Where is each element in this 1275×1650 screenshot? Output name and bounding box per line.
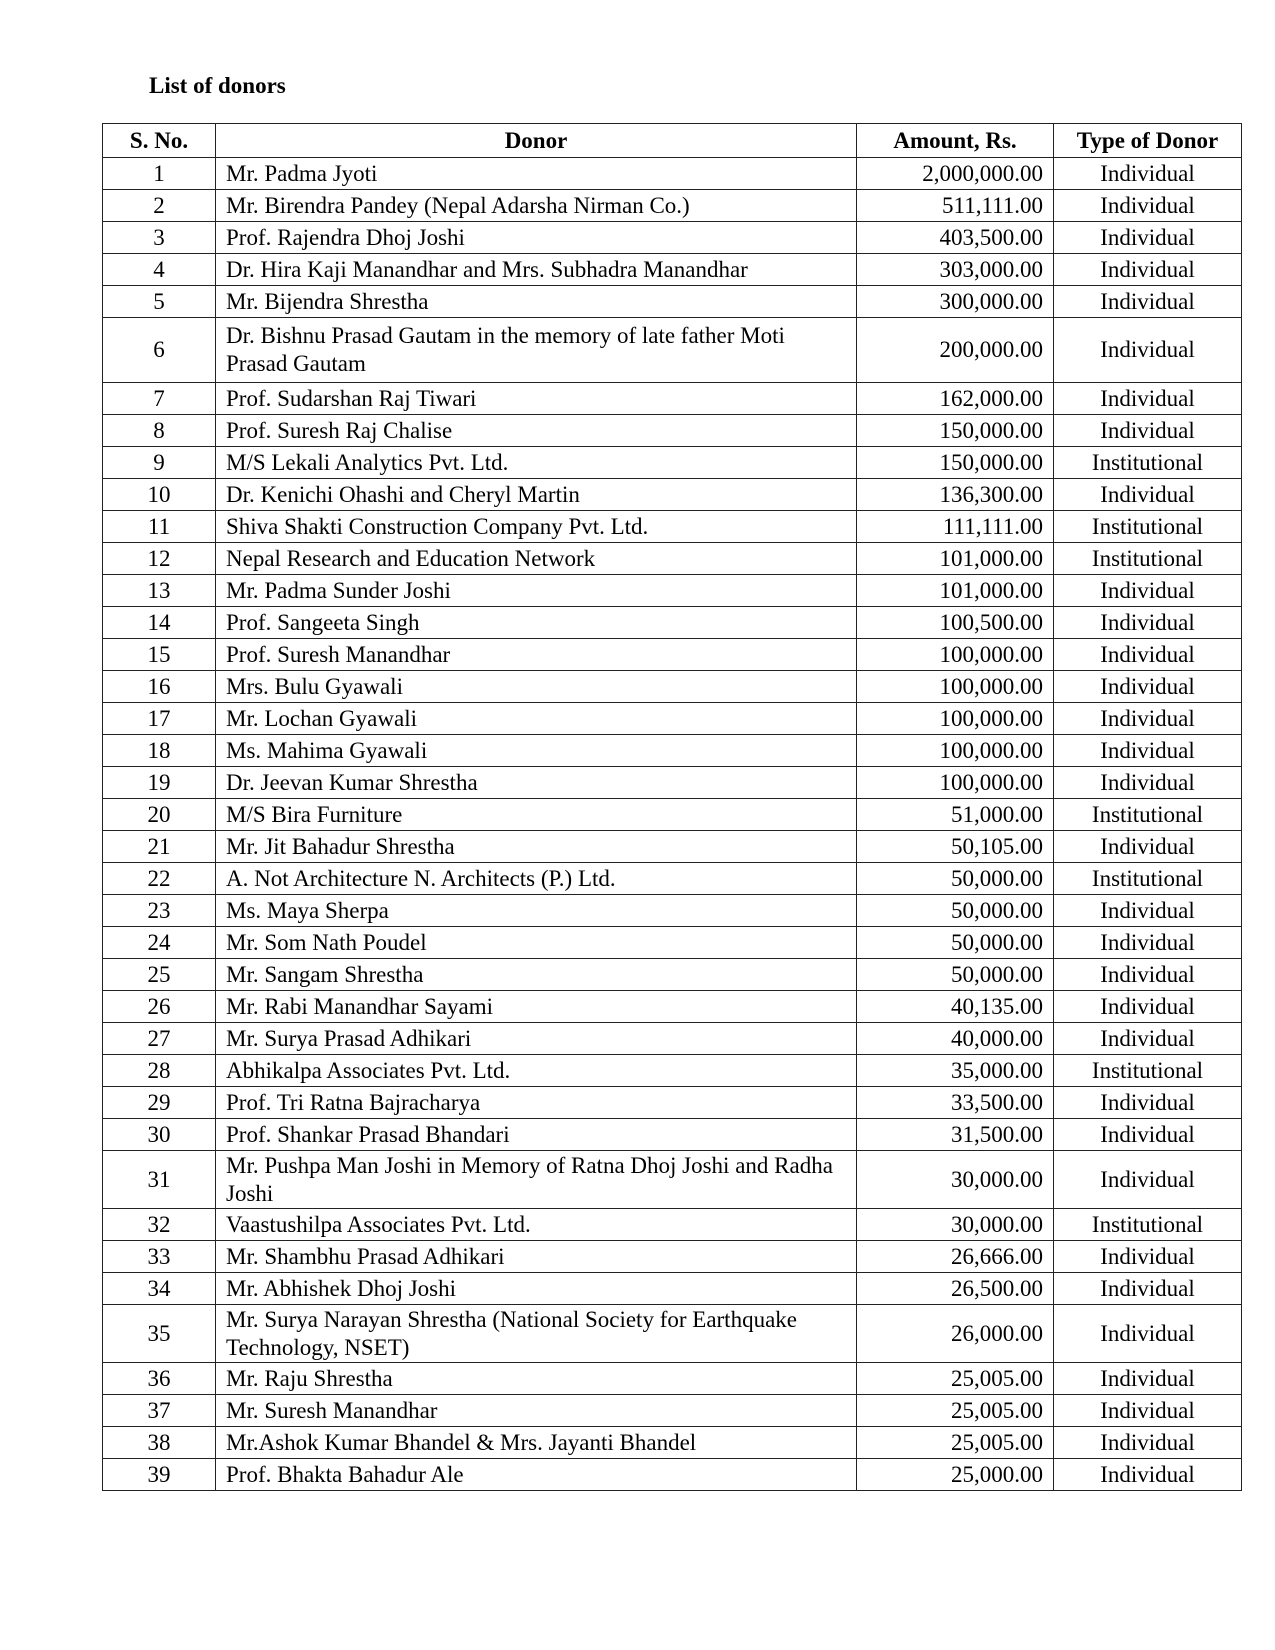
table-row bbox=[103, 1305, 1242, 1363]
table-row bbox=[103, 703, 1242, 735]
cell-sno: 10 bbox=[103, 479, 216, 511]
cell-type: Individual bbox=[1054, 703, 1242, 735]
cell-sno: 24 bbox=[103, 927, 216, 959]
cell-donor: Mr. Abhishek Dhoj Joshi bbox=[216, 1273, 857, 1305]
cell-donor: M/S Bira Furniture bbox=[216, 799, 857, 831]
cell-sno: 25 bbox=[103, 959, 216, 991]
table-row bbox=[103, 959, 1242, 991]
cell-amount: 30,000.00 bbox=[857, 1209, 1054, 1241]
cell-sno: 28 bbox=[103, 1055, 216, 1087]
cell-amount: 50,000.00 bbox=[857, 863, 1054, 895]
cell-type: Individual bbox=[1054, 286, 1242, 318]
cell-donor: Mr. Lochan Gyawali bbox=[216, 703, 857, 735]
cell-amount: 33,500.00 bbox=[857, 1087, 1054, 1119]
cell-donor: Ms. Maya Sherpa bbox=[216, 895, 857, 927]
cell-donor: Mr. Pushpa Man Joshi in Memory of Ratna Dhoj Joshi and Radha Joshi bbox=[216, 1151, 857, 1209]
cell-type: Individual bbox=[1054, 479, 1242, 511]
cell-amount: 35,000.00 bbox=[857, 1055, 1054, 1087]
cell-type: Individual bbox=[1054, 927, 1242, 959]
table-row bbox=[103, 1395, 1242, 1427]
cell-amount: 100,000.00 bbox=[857, 735, 1054, 767]
cell-type: Individual bbox=[1054, 1087, 1242, 1119]
cell-amount: 2,000,000.00 bbox=[857, 158, 1054, 190]
table-row bbox=[103, 511, 1242, 543]
cell-amount: 100,000.00 bbox=[857, 639, 1054, 671]
cell-amount: 150,000.00 bbox=[857, 415, 1054, 447]
cell-sno: 23 bbox=[103, 895, 216, 927]
table-row bbox=[103, 543, 1242, 575]
cell-amount: 511,111.00 bbox=[857, 190, 1054, 222]
cell-amount: 25,000.00 bbox=[857, 1459, 1054, 1491]
cell-donor: Mr. Padma Jyoti bbox=[216, 158, 857, 190]
cell-sno: 21 bbox=[103, 831, 216, 863]
cell-type: Institutional bbox=[1054, 543, 1242, 575]
cell-type: Individual bbox=[1054, 1459, 1242, 1491]
cell-type: Individual bbox=[1054, 383, 1242, 415]
cell-donor: Mr. Suresh Manandhar bbox=[216, 1395, 857, 1427]
cell-sno: 1 bbox=[103, 158, 216, 190]
cell-type: Individual bbox=[1054, 1305, 1242, 1363]
cell-sno: 5 bbox=[103, 286, 216, 318]
cell-amount: 150,000.00 bbox=[857, 447, 1054, 479]
table-row bbox=[103, 863, 1242, 895]
cell-type: Institutional bbox=[1054, 447, 1242, 479]
table-row bbox=[103, 991, 1242, 1023]
cell-donor: Mr. Shambhu Prasad Adhikari bbox=[216, 1241, 857, 1273]
cell-type: Individual bbox=[1054, 639, 1242, 671]
cell-type: Institutional bbox=[1054, 1055, 1242, 1087]
cell-donor: Dr. Kenichi Ohashi and Cheryl Martin bbox=[216, 479, 857, 511]
cell-amount: 26,000.00 bbox=[857, 1305, 1054, 1363]
table-row bbox=[103, 415, 1242, 447]
cell-sno: 34 bbox=[103, 1273, 216, 1305]
cell-type: Individual bbox=[1054, 831, 1242, 863]
cell-donor: Mr. Surya Narayan Shrestha (National Society for Earthquake Technology, NSET) bbox=[216, 1305, 857, 1363]
table-row bbox=[103, 927, 1242, 959]
table-row bbox=[103, 1241, 1242, 1273]
cell-sno: 29 bbox=[103, 1087, 216, 1119]
table-row bbox=[103, 318, 1242, 383]
cell-sno: 7 bbox=[103, 383, 216, 415]
cell-type: Individual bbox=[1054, 318, 1242, 383]
cell-sno: 30 bbox=[103, 1119, 216, 1151]
cell-donor: Prof. Suresh Raj Chalise bbox=[216, 415, 857, 447]
table-row bbox=[103, 1209, 1242, 1241]
table-row bbox=[103, 383, 1242, 415]
cell-donor: Prof. Tri Ratna Bajracharya bbox=[216, 1087, 857, 1119]
cell-amount: 25,005.00 bbox=[857, 1363, 1054, 1395]
cell-donor: Mr.Ashok Kumar Bhandel & Mrs. Jayanti Bhandel bbox=[216, 1427, 857, 1459]
cell-amount: 40,135.00 bbox=[857, 991, 1054, 1023]
cell-type: Individual bbox=[1054, 222, 1242, 254]
cell-donor: A. Not Architecture N. Architects (P.) Ltd. bbox=[216, 863, 857, 895]
cell-sno: 26 bbox=[103, 991, 216, 1023]
cell-amount: 200,000.00 bbox=[857, 318, 1054, 383]
table-row bbox=[103, 1023, 1242, 1055]
cell-type: Individual bbox=[1054, 767, 1242, 799]
cell-type: Individual bbox=[1054, 671, 1242, 703]
cell-amount: 100,500.00 bbox=[857, 607, 1054, 639]
column-header-donor: Donor bbox=[216, 124, 857, 158]
cell-sno: 39 bbox=[103, 1459, 216, 1491]
table-row bbox=[103, 1119, 1242, 1151]
cell-sno: 36 bbox=[103, 1363, 216, 1395]
column-header-amount: Amount, Rs. bbox=[857, 124, 1054, 158]
table-row bbox=[103, 639, 1242, 671]
cell-donor: Mr. Bijendra Shrestha bbox=[216, 286, 857, 318]
cell-donor: Dr. Hira Kaji Manandhar and Mrs. Subhadra Manandhar bbox=[216, 254, 857, 286]
cell-amount: 25,005.00 bbox=[857, 1395, 1054, 1427]
cell-donor: Prof. Sangeeta Singh bbox=[216, 607, 857, 639]
table-row bbox=[103, 1273, 1242, 1305]
cell-donor: Mrs. Bulu Gyawali bbox=[216, 671, 857, 703]
table-row bbox=[103, 1363, 1242, 1395]
cell-amount: 26,500.00 bbox=[857, 1273, 1054, 1305]
cell-type: Individual bbox=[1054, 991, 1242, 1023]
table-row bbox=[103, 575, 1242, 607]
cell-donor: Prof. Rajendra Dhoj Joshi bbox=[216, 222, 857, 254]
cell-type: Individual bbox=[1054, 158, 1242, 190]
cell-type: Institutional bbox=[1054, 1209, 1242, 1241]
cell-amount: 40,000.00 bbox=[857, 1023, 1054, 1055]
cell-amount: 50,000.00 bbox=[857, 895, 1054, 927]
cell-sno: 8 bbox=[103, 415, 216, 447]
cell-sno: 33 bbox=[103, 1241, 216, 1273]
cell-amount: 136,300.00 bbox=[857, 479, 1054, 511]
cell-amount: 100,000.00 bbox=[857, 767, 1054, 799]
donor-rows bbox=[103, 158, 1242, 1491]
cell-amount: 31,500.00 bbox=[857, 1119, 1054, 1151]
cell-donor: Prof. Suresh Manandhar bbox=[216, 639, 857, 671]
table-row bbox=[103, 1427, 1242, 1459]
cell-donor: Abhikalpa Associates Pvt. Ltd. bbox=[216, 1055, 857, 1087]
cell-type: Institutional bbox=[1054, 511, 1242, 543]
cell-amount: 101,000.00 bbox=[857, 575, 1054, 607]
cell-sno: 20 bbox=[103, 799, 216, 831]
cell-donor: Mr. Jit Bahadur Shrestha bbox=[216, 831, 857, 863]
table-row bbox=[103, 1055, 1242, 1087]
cell-amount: 101,000.00 bbox=[857, 543, 1054, 575]
cell-sno: 3 bbox=[103, 222, 216, 254]
table-row bbox=[103, 1087, 1242, 1119]
cell-sno: 22 bbox=[103, 863, 216, 895]
table-row bbox=[103, 607, 1242, 639]
cell-sno: 13 bbox=[103, 575, 216, 607]
cell-donor: Dr. Jeevan Kumar Shrestha bbox=[216, 767, 857, 799]
cell-donor: Mr. Sangam Shrestha bbox=[216, 959, 857, 991]
cell-type: Individual bbox=[1054, 1119, 1242, 1151]
cell-donor: Shiva Shakti Construction Company Pvt. Ltd. bbox=[216, 511, 857, 543]
cell-type: Individual bbox=[1054, 607, 1242, 639]
cell-type: Individual bbox=[1054, 959, 1242, 991]
table-row bbox=[103, 447, 1242, 479]
table-row bbox=[103, 254, 1242, 286]
cell-amount: 25,005.00 bbox=[857, 1427, 1054, 1459]
cell-amount: 300,000.00 bbox=[857, 286, 1054, 318]
table-row bbox=[103, 831, 1242, 863]
cell-donor: Nepal Research and Education Network bbox=[216, 543, 857, 575]
cell-amount: 303,000.00 bbox=[857, 254, 1054, 286]
table-row bbox=[103, 222, 1242, 254]
table-row bbox=[103, 479, 1242, 511]
cell-sno: 37 bbox=[103, 1395, 216, 1427]
table-row bbox=[103, 895, 1242, 927]
cell-sno: 6 bbox=[103, 318, 216, 383]
cell-amount: 100,000.00 bbox=[857, 671, 1054, 703]
cell-donor: M/S Lekali Analytics Pvt. Ltd. bbox=[216, 447, 857, 479]
table-row bbox=[103, 190, 1242, 222]
cell-sno: 35 bbox=[103, 1305, 216, 1363]
cell-donor: Prof. Shankar Prasad Bhandari bbox=[216, 1119, 857, 1151]
cell-type: Individual bbox=[1054, 254, 1242, 286]
cell-donor: Dr. Bishnu Prasad Gautam in the memory of late father Moti Prasad Gautam bbox=[216, 318, 857, 383]
cell-amount: 100,000.00 bbox=[857, 703, 1054, 735]
cell-sno: 31 bbox=[103, 1151, 216, 1209]
table-row bbox=[103, 671, 1242, 703]
donors-table bbox=[102, 123, 1242, 1491]
cell-type: Individual bbox=[1054, 1363, 1242, 1395]
cell-type: Individual bbox=[1054, 735, 1242, 767]
cell-amount: 30,000.00 bbox=[857, 1151, 1054, 1209]
column-header-type: Type of Donor bbox=[1054, 124, 1242, 158]
cell-type: Individual bbox=[1054, 1023, 1242, 1055]
cell-type: Institutional bbox=[1054, 799, 1242, 831]
table-row bbox=[103, 158, 1242, 190]
cell-amount: 51,000.00 bbox=[857, 799, 1054, 831]
cell-type: Individual bbox=[1054, 575, 1242, 607]
cell-sno: 19 bbox=[103, 767, 216, 799]
table-row bbox=[103, 767, 1242, 799]
column-header-sno: S. No. bbox=[103, 124, 216, 158]
cell-sno: 15 bbox=[103, 639, 216, 671]
cell-type: Individual bbox=[1054, 1273, 1242, 1305]
cell-donor: Mr. Som Nath Poudel bbox=[216, 927, 857, 959]
table-header-row bbox=[103, 124, 1242, 158]
cell-donor: Prof. Sudarshan Raj Tiwari bbox=[216, 383, 857, 415]
table-row bbox=[103, 735, 1242, 767]
cell-amount: 162,000.00 bbox=[857, 383, 1054, 415]
cell-sno: 4 bbox=[103, 254, 216, 286]
cell-type: Individual bbox=[1054, 895, 1242, 927]
cell-sno: 14 bbox=[103, 607, 216, 639]
cell-donor: Mr. Raju Shrestha bbox=[216, 1363, 857, 1395]
cell-amount: 50,000.00 bbox=[857, 959, 1054, 991]
cell-type: Individual bbox=[1054, 1241, 1242, 1273]
cell-donor: Mr. Rabi Manandhar Sayami bbox=[216, 991, 857, 1023]
cell-donor: Mr. Surya Prasad Adhikari bbox=[216, 1023, 857, 1055]
cell-type: Institutional bbox=[1054, 863, 1242, 895]
cell-sno: 9 bbox=[103, 447, 216, 479]
cell-type: Individual bbox=[1054, 1151, 1242, 1209]
cell-donor: Vaastushilpa Associates Pvt. Ltd. bbox=[216, 1209, 857, 1241]
cell-sno: 17 bbox=[103, 703, 216, 735]
cell-sno: 16 bbox=[103, 671, 216, 703]
table-row bbox=[103, 799, 1242, 831]
cell-sno: 38 bbox=[103, 1427, 216, 1459]
cell-donor: Ms. Mahima Gyawali bbox=[216, 735, 857, 767]
cell-sno: 32 bbox=[103, 1209, 216, 1241]
cell-sno: 12 bbox=[103, 543, 216, 575]
cell-sno: 27 bbox=[103, 1023, 216, 1055]
cell-donor: Prof. Bhakta Bahadur Ale bbox=[216, 1459, 857, 1491]
cell-type: Individual bbox=[1054, 1427, 1242, 1459]
cell-sno: 18 bbox=[103, 735, 216, 767]
cell-amount: 111,111.00 bbox=[857, 511, 1054, 543]
cell-donor: Mr. Birendra Pandey (Nepal Adarsha Nirman Co.) bbox=[216, 190, 857, 222]
page-title: List of donors bbox=[149, 73, 286, 98]
cell-type: Individual bbox=[1054, 1395, 1242, 1427]
cell-type: Individual bbox=[1054, 190, 1242, 222]
cell-type: Individual bbox=[1054, 415, 1242, 447]
cell-amount: 50,000.00 bbox=[857, 927, 1054, 959]
cell-amount: 50,105.00 bbox=[857, 831, 1054, 863]
cell-donor: Mr. Padma Sunder Joshi bbox=[216, 575, 857, 607]
table-row bbox=[103, 1459, 1242, 1491]
cell-sno: 2 bbox=[103, 190, 216, 222]
cell-amount: 26,666.00 bbox=[857, 1241, 1054, 1273]
cell-amount: 403,500.00 bbox=[857, 222, 1054, 254]
cell-sno: 11 bbox=[103, 511, 216, 543]
table-row bbox=[103, 286, 1242, 318]
table-row bbox=[103, 1151, 1242, 1209]
